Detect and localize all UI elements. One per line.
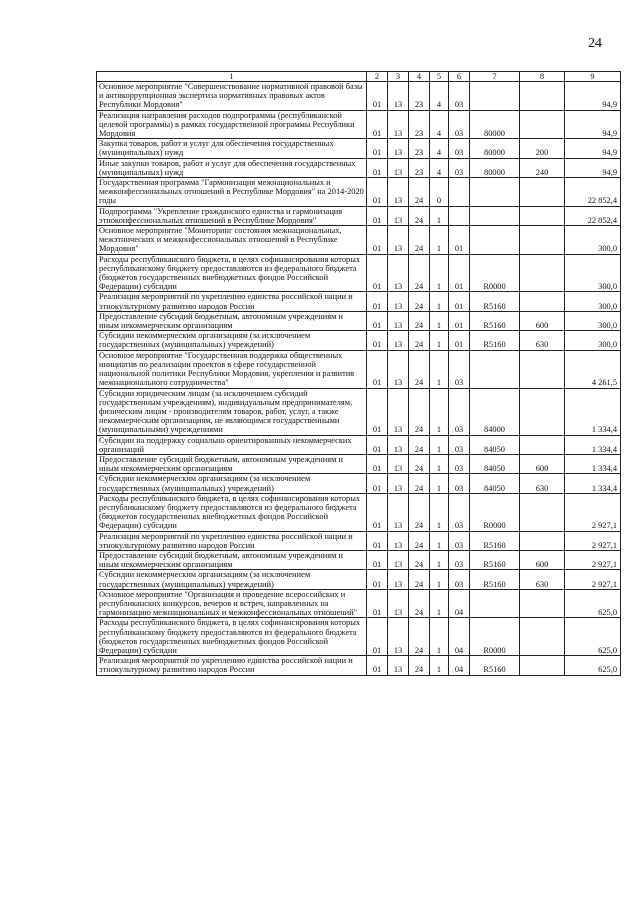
row-name-cell: Субсидии некоммерческим организациям (за исключением государственных (муниципальных) учреждений) — [97, 570, 367, 589]
subsection-code-cell: 13 — [388, 474, 409, 493]
header-cell: 9 — [565, 72, 621, 82]
amount-cell: 22 852,4 — [565, 206, 621, 225]
measure-code-cell: 04 — [449, 656, 470, 675]
direction-code-cell — [470, 226, 520, 255]
measure-code-cell: 01 — [449, 311, 470, 330]
expense-type-cell: 630 — [520, 570, 565, 589]
subprogram-code-cell: 1 — [430, 531, 449, 550]
table-row — [97, 82, 621, 111]
expense-type-cell — [520, 493, 565, 531]
measure-code-cell: 01 — [449, 292, 470, 311]
header-cell: 1 — [97, 72, 367, 82]
program-code-cell: 24 — [409, 531, 430, 550]
table-row — [97, 206, 621, 225]
measure-code-cell: 03 — [449, 493, 470, 531]
section-code-cell: 01 — [367, 206, 388, 225]
header-cell: 6 — [449, 72, 470, 82]
section-code-cell: 01 — [367, 454, 388, 473]
measure-code-cell: 03 — [449, 350, 470, 388]
subprogram-code-cell: 1 — [430, 331, 449, 350]
direction-code-cell — [470, 589, 520, 618]
program-code-cell: 24 — [409, 435, 430, 454]
direction-code-cell: 80000 — [470, 110, 520, 139]
subprogram-code-cell: 4 — [430, 158, 449, 177]
table-body — [97, 82, 621, 676]
amount-cell: 300,0 — [565, 254, 621, 292]
expense-type-cell — [520, 350, 565, 388]
program-code-cell: 24 — [409, 226, 430, 255]
expense-type-cell: 200 — [520, 139, 565, 158]
row-name-cell: Подпрограмма "Укрепление гражданского единства и гармонизация этноконфессиональных отношений в Республике Мордовия" — [97, 206, 367, 225]
measure-code-cell: 04 — [449, 618, 470, 656]
subprogram-code-cell: 1 — [430, 206, 449, 225]
subsection-code-cell: 13 — [388, 82, 409, 111]
subprogram-code-cell: 4 — [430, 139, 449, 158]
measure-code-cell: 03 — [449, 110, 470, 139]
table-row — [97, 656, 621, 675]
program-code-cell: 24 — [409, 254, 430, 292]
header-cell: 8 — [520, 72, 565, 82]
expense-type-cell — [520, 435, 565, 454]
direction-code-cell: R5160 — [470, 292, 520, 311]
section-code-cell: 01 — [367, 82, 388, 111]
program-code-cell: 24 — [409, 618, 430, 656]
table-row — [97, 550, 621, 569]
table-row — [97, 589, 621, 618]
row-name-cell: Предоставление субсидий бюджетным, автономным учреждениям и иным некоммерческим организациям — [97, 550, 367, 569]
measure-code-cell: 03 — [449, 531, 470, 550]
row-name-cell: Субсидии некоммерческим организациям (за исключением государственных (муниципальных) учреждений) — [97, 331, 367, 350]
subsection-code-cell: 13 — [388, 454, 409, 473]
program-code-cell: 24 — [409, 388, 430, 435]
subprogram-code-cell: 1 — [430, 226, 449, 255]
amount-cell: 300,0 — [565, 226, 621, 255]
table-row — [97, 178, 621, 207]
subsection-code-cell: 13 — [388, 493, 409, 531]
section-code-cell: 01 — [367, 388, 388, 435]
table-row — [97, 531, 621, 550]
measure-code-cell: 03 — [449, 474, 470, 493]
subsection-code-cell: 13 — [388, 618, 409, 656]
expense-type-cell — [520, 656, 565, 675]
amount-cell: 1 334,4 — [565, 388, 621, 435]
subprogram-code-cell: 1 — [430, 589, 449, 618]
direction-code-cell: R5160 — [470, 531, 520, 550]
amount-cell: 1 334,4 — [565, 454, 621, 473]
measure-code-cell: 01 — [449, 226, 470, 255]
row-name-cell: Расходы республиканского бюджета, в целях софинансирования которых республиканскому бюджету предоставляются из федерального бюджета (бюджетов государственных внебюджетных фондов Российской Федерации) субсидии — [97, 493, 367, 531]
direction-code-cell: 84050 — [470, 454, 520, 473]
measure-code-cell — [449, 178, 470, 207]
expense-type-cell — [520, 589, 565, 618]
subprogram-code-cell: 1 — [430, 474, 449, 493]
header-cell: 7 — [470, 72, 520, 82]
program-code-cell: 24 — [409, 311, 430, 330]
row-name-cell: Предоставление субсидий бюджетным, автономным учреждениям и иным некоммерческим организациям — [97, 311, 367, 330]
subsection-code-cell: 13 — [388, 388, 409, 435]
program-code-cell: 23 — [409, 110, 430, 139]
direction-code-cell: 84050 — [470, 474, 520, 493]
section-code-cell: 01 — [367, 178, 388, 207]
section-code-cell: 01 — [367, 350, 388, 388]
subprogram-code-cell: 1 — [430, 656, 449, 675]
subprogram-code-cell: 1 — [430, 454, 449, 473]
subsection-code-cell: 13 — [388, 206, 409, 225]
measure-code-cell: 03 — [449, 570, 470, 589]
amount-cell: 4 261,5 — [565, 350, 621, 388]
row-name-cell: Иные закупки товаров, работ и услуг для обеспечения государственных (муниципальных) нужд — [97, 158, 367, 177]
amount-cell: 22 852,4 — [565, 178, 621, 207]
amount-cell: 300,0 — [565, 331, 621, 350]
row-name-cell: Закупка товаров, работ и услуг для обеспечения государственных (муниципальных) нужд — [97, 139, 367, 158]
section-code-cell: 01 — [367, 158, 388, 177]
direction-code-cell: R5160 — [470, 570, 520, 589]
amount-cell: 625,0 — [565, 656, 621, 675]
subsection-code-cell: 13 — [388, 531, 409, 550]
expense-type-cell — [520, 254, 565, 292]
amount-cell: 300,0 — [565, 292, 621, 311]
subsection-code-cell: 13 — [388, 139, 409, 158]
measure-code-cell: 03 — [449, 454, 470, 473]
table-row — [97, 388, 621, 435]
amount-cell: 2 927,1 — [565, 570, 621, 589]
expense-type-cell — [520, 206, 565, 225]
subsection-code-cell: 13 — [388, 226, 409, 255]
amount-cell: 625,0 — [565, 589, 621, 618]
section-code-cell: 01 — [367, 311, 388, 330]
row-name-cell: Предоставление субсидий бюджетным, автономным учреждениям и иным некоммерческим организациям — [97, 454, 367, 473]
expense-type-cell — [520, 531, 565, 550]
subsection-code-cell: 13 — [388, 254, 409, 292]
row-name-cell: Государственная программа "Гармонизация межнациональных и межконфессиональных отношений в Республике Мордовия" на 2014-2020 годы — [97, 178, 367, 207]
row-name-cell: Расходы республиканского бюджета, в целях софинансирования которых республиканскому бюджету предоставляются из федерального бюджета (бюджетов государственных внебюджетных фондов Российской Федерации) субсидии — [97, 618, 367, 656]
program-code-cell: 24 — [409, 656, 430, 675]
budget-table — [96, 71, 621, 676]
subsection-code-cell: 13 — [388, 178, 409, 207]
direction-code-cell: R5160 — [470, 550, 520, 569]
expense-type-cell: 600 — [520, 311, 565, 330]
section-code-cell: 01 — [367, 656, 388, 675]
expense-type-cell — [520, 292, 565, 311]
subprogram-code-cell: 1 — [430, 618, 449, 656]
section-code-cell: 01 — [367, 226, 388, 255]
table-row — [97, 110, 621, 139]
direction-code-cell: 84000 — [470, 388, 520, 435]
table-row — [97, 139, 621, 158]
header-cell: 3 — [388, 72, 409, 82]
amount-cell: 94,9 — [565, 82, 621, 111]
program-code-cell: 24 — [409, 493, 430, 531]
amount-cell: 94,9 — [565, 158, 621, 177]
measure-code-cell: 01 — [449, 254, 470, 292]
expense-type-cell — [520, 388, 565, 435]
program-code-cell: 24 — [409, 292, 430, 311]
expense-type-cell — [520, 618, 565, 656]
subsection-code-cell: 13 — [388, 110, 409, 139]
expense-type-cell: 240 — [520, 158, 565, 177]
direction-code-cell — [470, 178, 520, 207]
subsection-code-cell: 13 — [388, 350, 409, 388]
table-row — [97, 570, 621, 589]
program-code-cell: 24 — [409, 178, 430, 207]
row-name-cell: Субсидии на поддержку социально ориентированных некоммерческих организаций — [97, 435, 367, 454]
direction-code-cell: 84050 — [470, 435, 520, 454]
subprogram-code-cell: 1 — [430, 350, 449, 388]
table-row — [97, 454, 621, 473]
header-cell: 2 — [367, 72, 388, 82]
subprogram-code-cell: 1 — [430, 388, 449, 435]
program-code-cell: 23 — [409, 82, 430, 111]
subsection-code-cell: 13 — [388, 570, 409, 589]
subprogram-code-cell: 1 — [430, 292, 449, 311]
header-row — [97, 72, 621, 82]
table-row — [97, 158, 621, 177]
amount-cell: 1 334,4 — [565, 435, 621, 454]
table-row — [97, 350, 621, 388]
expense-type-cell — [520, 82, 565, 111]
row-name-cell: Субсидии некоммерческим организациям (за исключением государственных (муниципальных) учреждений) — [97, 474, 367, 493]
expense-type-cell: 630 — [520, 474, 565, 493]
subprogram-code-cell: 1 — [430, 311, 449, 330]
table-row — [97, 226, 621, 255]
subprogram-code-cell: 1 — [430, 570, 449, 589]
program-code-cell: 24 — [409, 589, 430, 618]
direction-code-cell: R5160 — [470, 331, 520, 350]
table-row — [97, 331, 621, 350]
direction-code-cell: 80000 — [470, 139, 520, 158]
program-code-cell: 24 — [409, 350, 430, 388]
amount-cell: 2 927,1 — [565, 550, 621, 569]
program-code-cell: 23 — [409, 139, 430, 158]
table-row — [97, 292, 621, 311]
expense-type-cell: 600 — [520, 454, 565, 473]
row-name-cell: Основное мероприятие "Мониторинг состояния межнациональных, межэтнических и межконфессиональных отношений в Республике Мордовия" — [97, 226, 367, 255]
program-code-cell: 24 — [409, 550, 430, 569]
measure-code-cell: 03 — [449, 435, 470, 454]
subsection-code-cell: 13 — [388, 435, 409, 454]
program-code-cell: 24 — [409, 474, 430, 493]
header-cell: 4 — [409, 72, 430, 82]
section-code-cell: 01 — [367, 618, 388, 656]
section-code-cell: 01 — [367, 331, 388, 350]
direction-code-cell — [470, 82, 520, 111]
subsection-code-cell: 13 — [388, 589, 409, 618]
amount-cell: 625,0 — [565, 618, 621, 656]
row-name-cell: Субсидии юридическим лицам (за исключением субсидий государственным учреждениям), индивидуальным предпринимателям, физическим лицам - производителям товаров, работ, услуг, а также некоммерческим организациям, не являющимся государственными (муниципальными) учреждениями — [97, 388, 367, 435]
subprogram-code-cell: 4 — [430, 82, 449, 111]
subsection-code-cell: 13 — [388, 292, 409, 311]
amount-cell: 94,9 — [565, 139, 621, 158]
subprogram-code-cell: 1 — [430, 493, 449, 531]
table-row — [97, 493, 621, 531]
measure-code-cell: 03 — [449, 139, 470, 158]
section-code-cell: 01 — [367, 589, 388, 618]
row-name-cell: Расходы республиканского бюджета, в целях софинансирования которых республиканскому бюджету предоставляются из федерального бюджета (бюджетов государственных внебюджетных фондов Российской Федерации) субсидии — [97, 254, 367, 292]
section-code-cell: 01 — [367, 493, 388, 531]
section-code-cell: 01 — [367, 550, 388, 569]
measure-code-cell: 03 — [449, 158, 470, 177]
section-code-cell: 01 — [367, 570, 388, 589]
subsection-code-cell: 13 — [388, 656, 409, 675]
section-code-cell: 01 — [367, 531, 388, 550]
section-code-cell: 01 — [367, 435, 388, 454]
direction-code-cell: R0000 — [470, 254, 520, 292]
table-row — [97, 435, 621, 454]
table-row — [97, 311, 621, 330]
direction-code-cell: R0000 — [470, 618, 520, 656]
measure-code-cell: 04 — [449, 589, 470, 618]
subprogram-code-cell: 1 — [430, 435, 449, 454]
section-code-cell: 01 — [367, 292, 388, 311]
section-code-cell: 01 — [367, 110, 388, 139]
subsection-code-cell: 13 — [388, 550, 409, 569]
expense-type-cell — [520, 226, 565, 255]
row-name-cell: Реализация мероприятий по укреплению единства российской нации и этнокультурному развитию народов России — [97, 656, 367, 675]
direction-code-cell: R5160 — [470, 656, 520, 675]
amount-cell: 300,0 — [565, 311, 621, 330]
direction-code-cell: R0000 — [470, 493, 520, 531]
subsection-code-cell: 13 — [388, 311, 409, 330]
table-row — [97, 254, 621, 292]
subprogram-code-cell: 1 — [430, 550, 449, 569]
section-code-cell: 01 — [367, 254, 388, 292]
row-name-cell: Реализация направления расходов подпрограммы (республиканской целевой программы) в рамках государственной программы Республики Мордовия — [97, 110, 367, 139]
subprogram-code-cell: 4 — [430, 110, 449, 139]
direction-code-cell: 80000 — [470, 158, 520, 177]
direction-code-cell: R5160 — [470, 311, 520, 330]
subprogram-code-cell: 1 — [430, 254, 449, 292]
subsection-code-cell: 13 — [388, 158, 409, 177]
section-code-cell: 01 — [367, 139, 388, 158]
measure-code-cell: 03 — [449, 550, 470, 569]
row-name-cell: Основное мероприятие "Государственная поддержка общественных инициатив по реализации проектов в сфере государственной национальной политики Республики Мордовия, укрепления и развития межнационального сотрудничества" — [97, 350, 367, 388]
table-row — [97, 618, 621, 656]
amount-cell: 2 927,1 — [565, 531, 621, 550]
program-code-cell: 24 — [409, 331, 430, 350]
row-name-cell: Основное мероприятие "Организация и проведение всероссийских и республиканских конкурсов, вечеров и встреч, направленных на гармонизацию межнациональных и межконфессиональных отношений" — [97, 589, 367, 618]
program-code-cell: 23 — [409, 158, 430, 177]
subsection-code-cell: 13 — [388, 331, 409, 350]
program-code-cell: 24 — [409, 570, 430, 589]
section-code-cell: 01 — [367, 474, 388, 493]
amount-cell: 2 927,1 — [565, 493, 621, 531]
subprogram-code-cell: 0 — [430, 178, 449, 207]
measure-code-cell — [449, 206, 470, 225]
measure-code-cell: 03 — [449, 388, 470, 435]
direction-code-cell — [470, 206, 520, 225]
page-number: 24 — [588, 36, 602, 51]
program-code-cell: 24 — [409, 206, 430, 225]
amount-cell: 94,9 — [565, 110, 621, 139]
header-cell: 5 — [430, 72, 449, 82]
expense-type-cell — [520, 110, 565, 139]
row-name-cell: Реализация мероприятий по укреплению единства российской нации и этнокультурному развитию народов России — [97, 292, 367, 311]
row-name-cell: Основное мероприятие "Совершенствование нормативной правовой базы и антикоррупционная экспертиза нормативных правовых актов Республики Мордовия" — [97, 82, 367, 111]
program-code-cell: 24 — [409, 454, 430, 473]
expense-type-cell — [520, 178, 565, 207]
measure-code-cell: 03 — [449, 82, 470, 111]
measure-code-cell: 01 — [449, 331, 470, 350]
row-name-cell: Реализация мероприятий по укреплению единства российской нации и этнокультурному развитию народов России — [97, 531, 367, 550]
table-row — [97, 474, 621, 493]
amount-cell: 1 334,4 — [565, 474, 621, 493]
expense-type-cell: 630 — [520, 331, 565, 350]
direction-code-cell — [470, 350, 520, 388]
expense-type-cell: 600 — [520, 550, 565, 569]
